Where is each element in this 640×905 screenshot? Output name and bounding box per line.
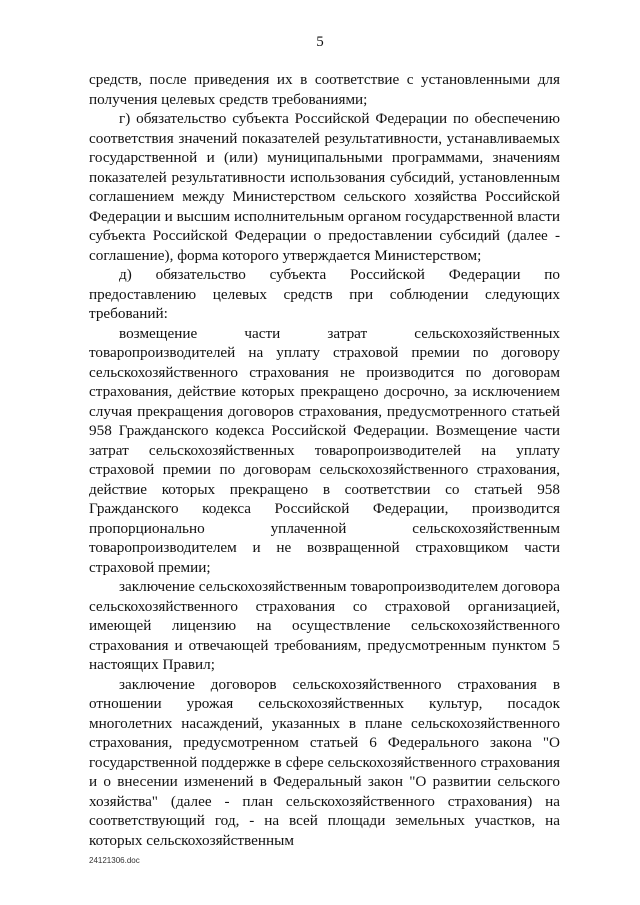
file-name-footer: 24121306.doc (89, 856, 140, 865)
page-number: 5 (316, 34, 324, 50)
document-body (89, 70, 560, 850)
paragraph: заключение сельскохозяйственным товаропроизводителем договора сельскохозяйственного страхования со страховой организацией, имеющей лицензию на осуществление сельскохозяйственного страхования и отвечающей требованиям, предусмотренным пунктом 5 настоящих Правил; (89, 578, 560, 673)
paragraph: заключение договоров сельскохозяйственного страхования в отношении урожая сельскохозяйственных культур, посадок многолетних насаждений, указанных в плане сельскохозяйственного страхования, предусмотренном статьей 6 Федерального закона "О государственной поддержке в сфере сельскохозяйственного страхования и о внесении изменений в Федеральный закон "О развитии сельского хозяйства" (далее - план сельскохозяйственного страхования) на соответствующий год, - на всей площади земельных участков, на которых сельскохозяйственным (89, 675, 560, 849)
paragraph: д) обязательство субъекта Российской Федерации по предоставлению целевых средств при соблюдении следующих требований: (89, 266, 560, 322)
paragraph: средств, после приведения их в соответствие с установленными для получения целевых средств требованиями; (89, 71, 560, 108)
paragraph: возмещение части затрат сельскохозяйственных товаропроизводителей на уплату страховой премии по договору сельскохозяйственного страхования не производится по договорам страхования, действие которых прекращено досрочно, за исключением случая прекращения договоров страхования, предусмотренного статьей 958 Гражданского кодекса Российской Федерации. Возмещение части затрат сельскохозяйственных товаропроизводителей на уплату страховой премии по договорам сельскохозяйственного страхования, действие которых прекращено в соответствии со статьей 958 Гражданского кодекса Российской Федерации, производится пропорционально уплаченной сельскохозяйственным товаропроизводителем и не возвращенной страховщиком части страховой премии; (89, 324, 560, 576)
paragraph: г) обязательство субъекта Российской Федерации по обеспечению соответствия значений показателей результативности, устанавливаемых государственной и (или) муниципальными программами, значениям показателей результативности использования субсидий, установленным соглашением между Министерством сельского хозяйства Российской Федерации и высшим исполнительным органом государственной власти субъекта Российской Федерации о предоставлении субсидий (далее - соглашение), форма которого утверждается Министерством; (89, 110, 560, 264)
